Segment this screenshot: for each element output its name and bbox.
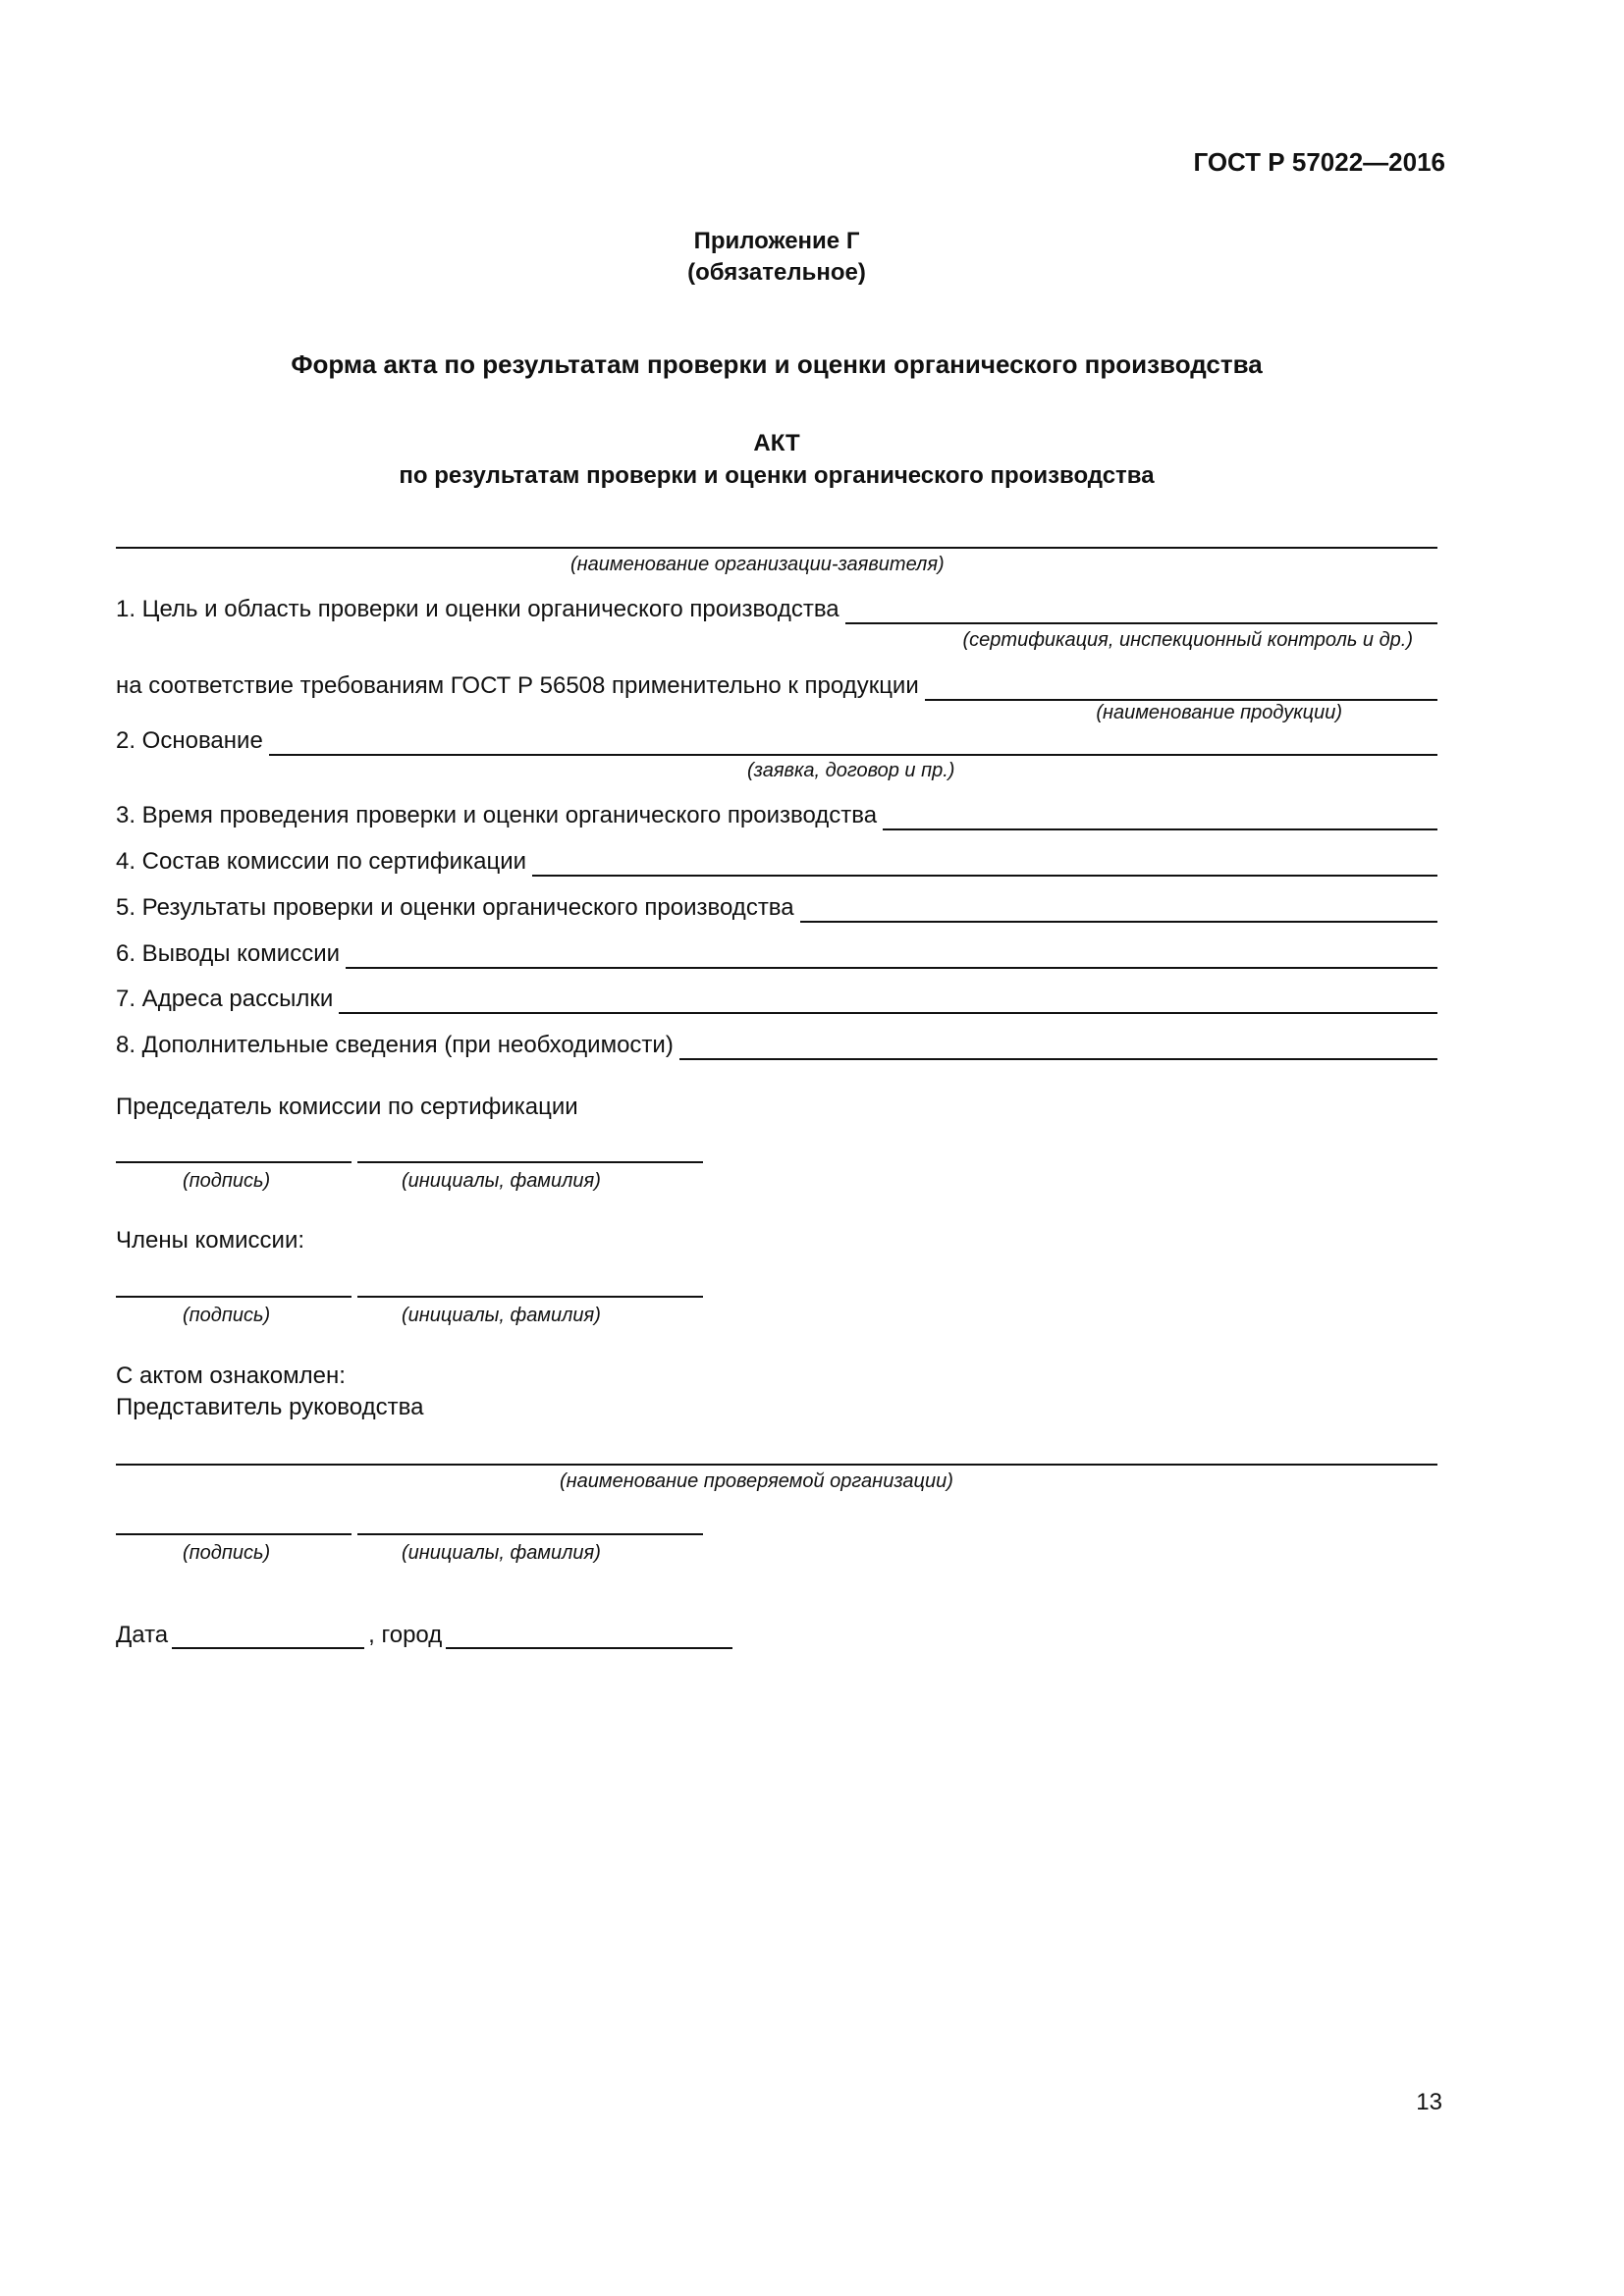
- member-sign-caption: (подпись): [183, 1305, 271, 1326]
- audited-org-caption: (наименование проверяемой организации): [560, 1470, 953, 1492]
- item-6-row: [116, 939, 1437, 969]
- item-7-row: [116, 985, 1437, 1014]
- item-1-label: 1. Цель и область проверки и оценки органического производства: [116, 596, 839, 622]
- city-label: , город: [368, 1622, 443, 1648]
- item-4-label: 4. Состав комиссии по сертификации: [116, 848, 527, 875]
- date-city-row: [116, 1622, 736, 1649]
- item-2-field[interactable]: [269, 732, 1437, 756]
- compliance-caption: (наименование продукции): [1096, 702, 1342, 723]
- item-7-field[interactable]: [339, 990, 1437, 1014]
- org-name-field[interactable]: [116, 547, 1437, 549]
- chair-signature-field[interactable]: [116, 1161, 352, 1163]
- date-field[interactable]: [172, 1626, 364, 1649]
- item-8-field[interactable]: [679, 1037, 1437, 1060]
- rep-signature-field[interactable]: [116, 1533, 352, 1535]
- item-5-row: [116, 893, 1437, 923]
- item-5-label: 5. Результаты проверки и оценки органического производства: [116, 894, 794, 921]
- member-name-caption: (инициалы, фамилия): [402, 1305, 601, 1326]
- annex-status: (обязательное): [687, 259, 866, 286]
- chair-name-field[interactable]: [357, 1161, 703, 1163]
- rep-sign-caption: (подпись): [183, 1542, 271, 1564]
- item-1-field[interactable]: [845, 601, 1437, 624]
- page-number: 13: [1416, 2089, 1442, 2115]
- compliance-row: [116, 671, 1437, 701]
- item-3-field[interactable]: [883, 807, 1437, 830]
- member-signature-field[interactable]: [116, 1296, 352, 1298]
- item-4-row: [116, 847, 1437, 877]
- members-label: Члены комиссии:: [116, 1227, 305, 1254]
- item-1-row: [116, 595, 1437, 624]
- rep-name-caption: (инициалы, фамилия): [402, 1542, 601, 1564]
- annex-title: Приложение Г: [693, 228, 860, 254]
- item-3-label: 3. Время проведения проверки и оценки органического производства: [116, 802, 878, 828]
- date-label: Дата: [116, 1622, 169, 1648]
- acquainted-label: С актом ознакомлен:: [116, 1362, 346, 1389]
- item-8-label: 8. Дополнительные сведения (при необходимости): [116, 1032, 674, 1058]
- standard-code: ГОСТ Р 57022—2016: [1193, 147, 1445, 177]
- item-6-label: 6. Выводы комиссии: [116, 940, 340, 967]
- representative-label: Представитель руководства: [116, 1394, 424, 1420]
- compliance-field[interactable]: [925, 677, 1437, 701]
- item-7-label: 7. Адреса рассылки: [116, 986, 334, 1012]
- item-2-row: [116, 726, 1437, 756]
- item-1-caption: (сертификация, инспекционный контроль и др.): [962, 629, 1413, 651]
- item-4-field[interactable]: [532, 853, 1437, 877]
- chair-sign-caption: (подпись): [183, 1170, 271, 1192]
- item-3-row: [116, 801, 1437, 830]
- audited-org-field[interactable]: [116, 1464, 1437, 1466]
- act-title: АКТ: [753, 430, 800, 456]
- item-2-caption: (заявка, договор и пр.): [747, 760, 955, 781]
- item-2-label: 2. Основание: [116, 727, 263, 754]
- item-5-field[interactable]: [800, 899, 1437, 923]
- org-name-caption: (наименование организации-заявителя): [570, 554, 945, 575]
- annex-heading: [116, 226, 1437, 289]
- chair-label: Председатель комиссии по сертификации: [116, 1094, 578, 1120]
- act-subtitle: по результатам проверки и оценки органического производства: [399, 462, 1155, 489]
- compliance-label: на соответствие требованиям ГОСТ Р 56508 применительно к продукции: [116, 672, 919, 699]
- member-name-field[interactable]: [357, 1296, 703, 1298]
- city-field[interactable]: [446, 1626, 732, 1649]
- chair-name-caption: (инициалы, фамилия): [402, 1170, 601, 1192]
- act-heading: [116, 427, 1437, 492]
- form-title: Форма акта по результатам проверки и оценки органического производства: [291, 349, 1263, 379]
- item-8-row: [116, 1031, 1437, 1060]
- item-6-field[interactable]: [346, 945, 1437, 969]
- rep-name-field[interactable]: [357, 1533, 703, 1535]
